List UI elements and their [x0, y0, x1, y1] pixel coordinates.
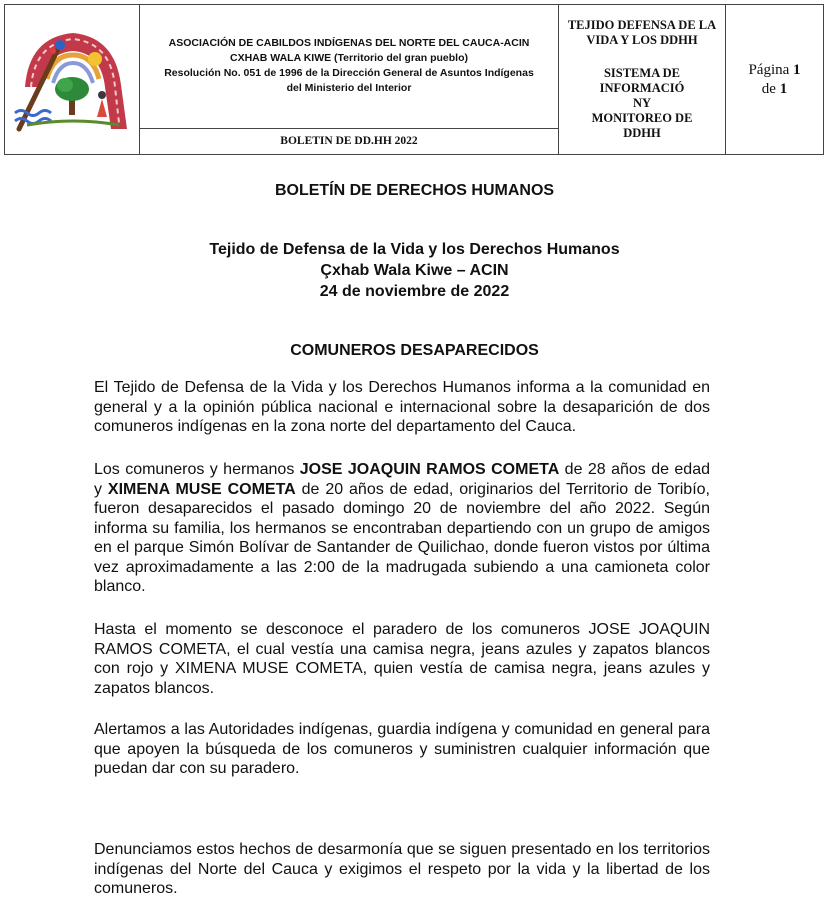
- tejido-line-2: VIDA Y LOS DDHH: [586, 33, 698, 47]
- document-title: BOLETÍN DE DERECHOS HUMANOS: [274, 182, 555, 199]
- subtitle-tejido: Tejido de Defensa de la Vida y los Derechos Humanos: [209, 241, 620, 258]
- paragraph-intro: El Tejido de Defensa de la Vida y los Derechos Humanos informa a la comunidad en general y a la opinión pública nacional e internacional sobre la desaparición de dos comuneros indígenas en la zona norte del departamento del Cauca.: [94, 379, 710, 435]
- document-date: 24 de noviembre de 2022: [319, 283, 510, 300]
- sistema-line-2: INFORMACIÓ: [599, 81, 685, 95]
- document-header-table: [4, 4, 824, 155]
- logo-cell: [5, 5, 140, 155]
- sistema-line-1: SISTEMA DE: [603, 66, 681, 80]
- boletin-label: BOLETIN DE DD.HH 2022: [280, 135, 418, 148]
- pagina-number: 1: [793, 61, 801, 78]
- paragraph-denounce: Denunciamos estos hechos de desarmonía que se siguen presentado en los territorios indígenas del Norte del Cauca y exigimos el respeto por la vida y la libertad de los comuneros.: [94, 841, 710, 897]
- tejido-line-1: TEJIDO DEFENSA DE LA: [567, 18, 717, 32]
- paragraph-details: Los comuneros y hermanos JOSE JOAQUIN RAMOS COMETA de 28 años de edad y XIMENA MUSE COMETA de 20 años de edad, originarios del Territorio de Toribío, fueron desaparecidos el pasado domingo 20 de noviembre del año 2022. Según informa su familia, los hermanos se encontraban departiendo con un grupo de amigos en el parque Simón Bolívar de Santander de Quilichao, donde fueron vistos por última vez aproximadamente a las 2:00 de la madrugada subiendo a una camioneta color blanco.: [94, 461, 711, 595]
- boletin-cell: [140, 128, 559, 154]
- de-label: de: [761, 80, 776, 97]
- paragraph-clothing: Hasta el momento se desconoce el paradero de los comuneros JOSE JOAQUIN RAMOS COMETA, el cual vestía una camisa negra, jeans azules y zapatos blancos con rojo y XIMENA MUSE COMETA, quien vestía de camisa negra, jeans azules y zapatos blancos.: [94, 621, 710, 697]
- name-ximena: XIMENA MUSE COMETA: [107, 480, 296, 498]
- org-resolution: Resolución No. 051 de 1996 de la Dirección General de Asuntos Indígenas: [164, 67, 534, 80]
- subtitle-acin: Çxhab Wala Kiwe – ACIN: [320, 262, 509, 279]
- sistema-line-4: MONITOREO DE: [591, 111, 693, 125]
- de-number: 1: [779, 80, 788, 97]
- paragraph-alert: Alertamos a las Autoridades indígenas, guardia indígena y comunidad en general para que apoyen la búsqueda de los comuneros y suministren cualquier información que puedan dar con su paradero.: [94, 721, 710, 777]
- sistema-line-3: NY: [632, 96, 652, 110]
- org-ministry: del Ministerio del Interior: [286, 82, 412, 95]
- section-heading: COMUNEROS DESAPARECIDOS: [290, 342, 539, 359]
- org-name: ASOCIACIÓN DE CABILDOS INDÍGENAS DEL NORTE DEL CAUCA-ACIN: [168, 37, 530, 50]
- tejido-cell: [559, 5, 726, 155]
- org-territory: CXHAB WALA KIWE (Territorio del gran pueblo): [230, 52, 468, 65]
- sistema-line-5: DDHH: [623, 126, 661, 140]
- organization-cell: [140, 5, 559, 129]
- page-number-cell: [726, 5, 824, 155]
- name-jose-joaquin: JOSE JOAQUIN RAMOS COMETA: [299, 461, 560, 478]
- pagina-label: Página: [748, 61, 790, 78]
- acin-logo-icon: [7, 25, 137, 135]
